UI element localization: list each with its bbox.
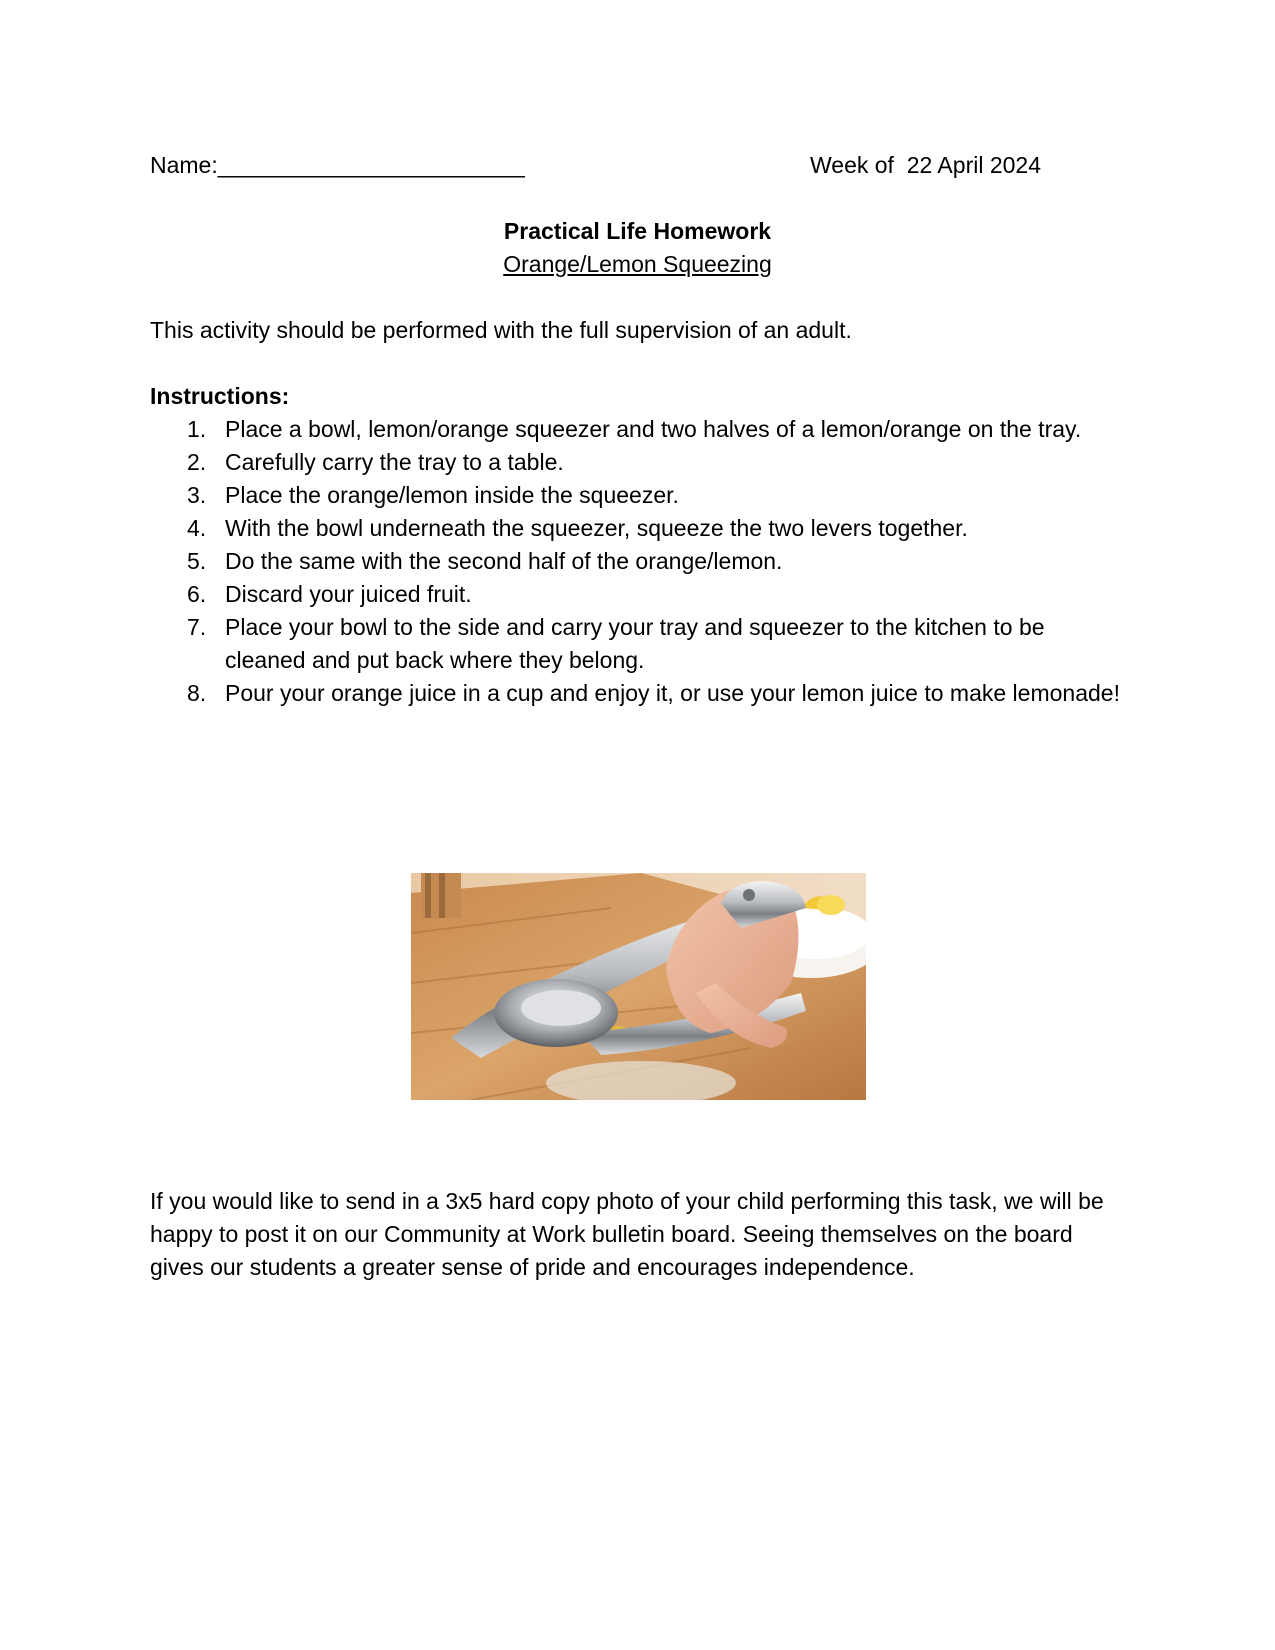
step-text: With the bowl underneath the squeezer, squeeze the two levers together. <box>225 515 968 541</box>
step-number: 4. <box>187 515 207 541</box>
list-item <box>150 413 1125 446</box>
list-item <box>150 512 1125 545</box>
lemon-squeezer-photo <box>411 873 866 1100</box>
step-text: Place your bowl to the side and carry your tray and squeezer to the kitchen to be cleaned and put back where they belong. <box>225 614 1045 673</box>
step-number: 6. <box>187 581 207 607</box>
step-number: 1. <box>187 416 207 442</box>
step-number: 5. <box>187 548 207 574</box>
step-number: 8. <box>187 680 207 706</box>
page-title: Practical Life Homework <box>503 218 772 244</box>
list-item <box>150 677 1125 710</box>
header-row <box>150 149 1125 183</box>
instructions-list <box>150 413 1125 710</box>
page-subtitle: Orange/Lemon Squeezing <box>503 251 772 277</box>
step-text: Discard your juiced fruit. <box>225 581 472 607</box>
step-text: Place a bowl, lemon/orange squeezer and two halves of a lemon/orange on the tray. <box>225 416 1082 442</box>
step-text: Place the orange/lemon inside the squeezer. <box>225 482 679 508</box>
name-line: Name:________________________ <box>150 152 525 178</box>
instructions-heading: Instructions: <box>150 383 290 409</box>
step-text: Pour your orange juice in a cup and enjoy it, or use your lemon juice to make lemonade! <box>225 680 1120 706</box>
list-item <box>150 545 1125 578</box>
supervision-note: This activity should be performed with the full supervision of an adult. <box>150 317 852 343</box>
list-item <box>150 479 1125 512</box>
step-text: Carefully carry the tray to a table. <box>225 449 564 475</box>
title-block <box>150 215 1125 281</box>
week-date: Week of 22 April 2024 <box>810 152 1041 178</box>
closing-note: If you would like to send in a 3x5 hard copy photo of your child performing this task, we will be happy to post it on our Community at Work bulletin board. Seeing themselves on the board gives our students a greater sense of pride and encourages independence. <box>150 1188 1104 1280</box>
list-item <box>150 578 1125 611</box>
step-number: 7. <box>187 614 207 640</box>
step-number: 2. <box>187 449 207 475</box>
list-item <box>150 446 1125 479</box>
step-number: 3. <box>187 482 207 508</box>
photo-illustration <box>411 873 866 1100</box>
list-item <box>150 611 1125 677</box>
step-text: Do the same with the second half of the orange/lemon. <box>225 548 783 574</box>
